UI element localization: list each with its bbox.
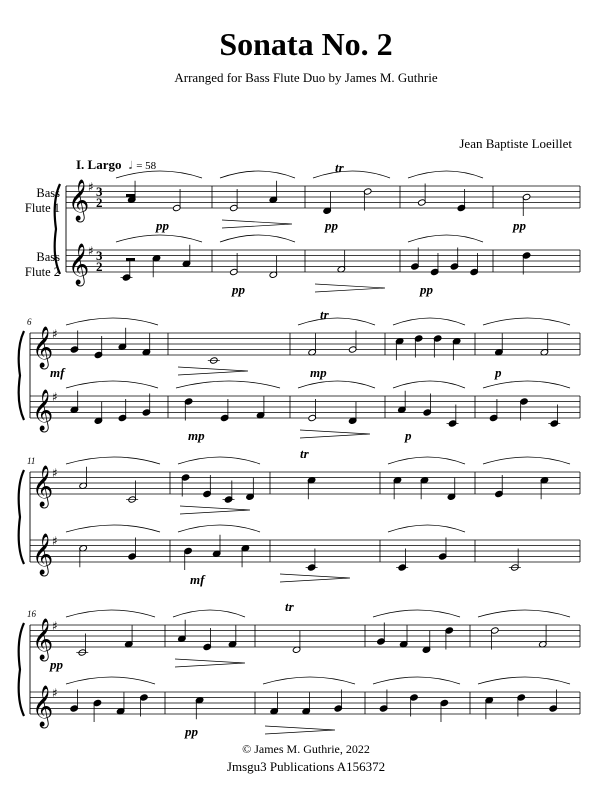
rest-icon [126,194,135,197]
slur [478,610,570,617]
decrescendo-hairpin [265,726,335,734]
brace [19,623,24,716]
dynamic-marking: mf [190,572,205,587]
slur [313,171,390,178]
slur [116,171,202,178]
slur [478,677,570,684]
slur [373,677,460,684]
trill-marking: tr [300,446,309,461]
instrument-label-flute1: Bass Flute 1 [24,186,60,215]
decrescendo-hairpin [222,220,292,228]
instrument-label-flute2: Bass Flute 2 [24,250,60,279]
slur [373,610,460,617]
trill-marking: tr [320,307,329,322]
measure-number: 6 [27,317,32,327]
dynamic-marking: pp [185,724,198,739]
slur [483,381,570,388]
slur [176,381,280,388]
dynamic-marking: mp [310,365,327,380]
slur [298,381,375,388]
decrescendo-hairpin [175,659,245,667]
measure-number: 16 [27,609,36,619]
time-sig-top: 3 [96,184,103,199]
treble-clef-icon: 𝄞 [32,686,54,727]
dynamic-marking: pp [232,282,245,297]
time-sig-bottom: 2 [96,195,103,210]
slur [66,610,155,617]
decrescendo-hairpin [178,367,248,375]
dynamic-marking: mf [50,365,65,380]
slur [178,457,260,464]
dynamic-marking: pp [325,218,338,233]
decrescendo-hairpin [180,506,250,514]
sharp-icon: ♯ [52,466,58,480]
measure-number: 11 [27,456,36,466]
slur [393,381,465,388]
treble-clef-icon: 𝄞 [68,244,90,285]
publisher: Jmsgu3 Publications A156372 [226,759,386,774]
time-sig-top: 3 [96,248,103,263]
decrescendo-hairpin [280,574,350,582]
copyright: © James M. Guthrie, 2022 [242,742,370,756]
slur [66,318,158,325]
rest-icon [126,258,135,261]
slur [483,457,570,464]
slur [483,318,570,325]
dynamic-marking: mp [188,428,205,443]
page-title: Sonata No. 2 [219,26,393,62]
sharp-icon: ♯ [88,180,94,194]
slur [388,457,465,464]
slur [173,610,245,617]
half-note-icon: 𝅗𝅥 [128,160,133,172]
slur [66,381,158,388]
slur [298,318,375,325]
treble-clef-icon: 𝄞 [32,390,54,431]
slur [408,235,483,242]
slur [408,171,483,178]
brace [19,331,24,420]
sharp-icon: ♯ [52,327,58,341]
treble-clef-icon: 𝄞 [32,534,54,575]
brace [19,470,24,564]
slur [393,318,465,325]
treble-clef-icon: 𝄞 [68,180,90,221]
dynamic-marking: pp [420,282,433,297]
slur [66,457,160,464]
sharp-icon: ♯ [52,619,58,633]
time-sig-bottom: 2 [96,259,103,274]
tempo-value: = 58 [136,160,157,172]
dynamic-marking: p [495,365,502,380]
subtitle: Arranged for Bass Flute Duo by James M. Guthrie [174,70,438,85]
brace [55,184,60,274]
trill-marking: tr [285,599,294,614]
dynamic-marking: pp [513,218,526,233]
dynamic-marking: p [405,428,412,443]
composer: Jean Baptiste Loeillet [459,136,572,151]
slur [263,677,355,684]
sharp-icon: ♯ [52,534,58,548]
slur [178,525,260,532]
decrescendo-hairpin [315,284,385,292]
slur [66,677,155,684]
dynamic-marking: pp [156,218,169,233]
sharp-icon: ♯ [88,244,94,258]
movement-name: I. Largo [76,157,122,172]
slur [66,525,160,532]
slur [116,235,202,242]
slur [220,171,295,178]
treble-clef-icon: 𝄞 [32,466,54,507]
sharp-icon: ♯ [52,390,58,404]
treble-clef-icon: 𝄞 [32,327,54,368]
slur [388,525,465,532]
treble-clef-icon: 𝄞 [32,619,54,660]
dynamic-marking: pp [50,657,63,672]
decrescendo-hairpin [300,430,370,438]
sharp-icon: ♯ [52,686,58,700]
trill-marking: tr [335,160,344,175]
slur [220,235,295,242]
